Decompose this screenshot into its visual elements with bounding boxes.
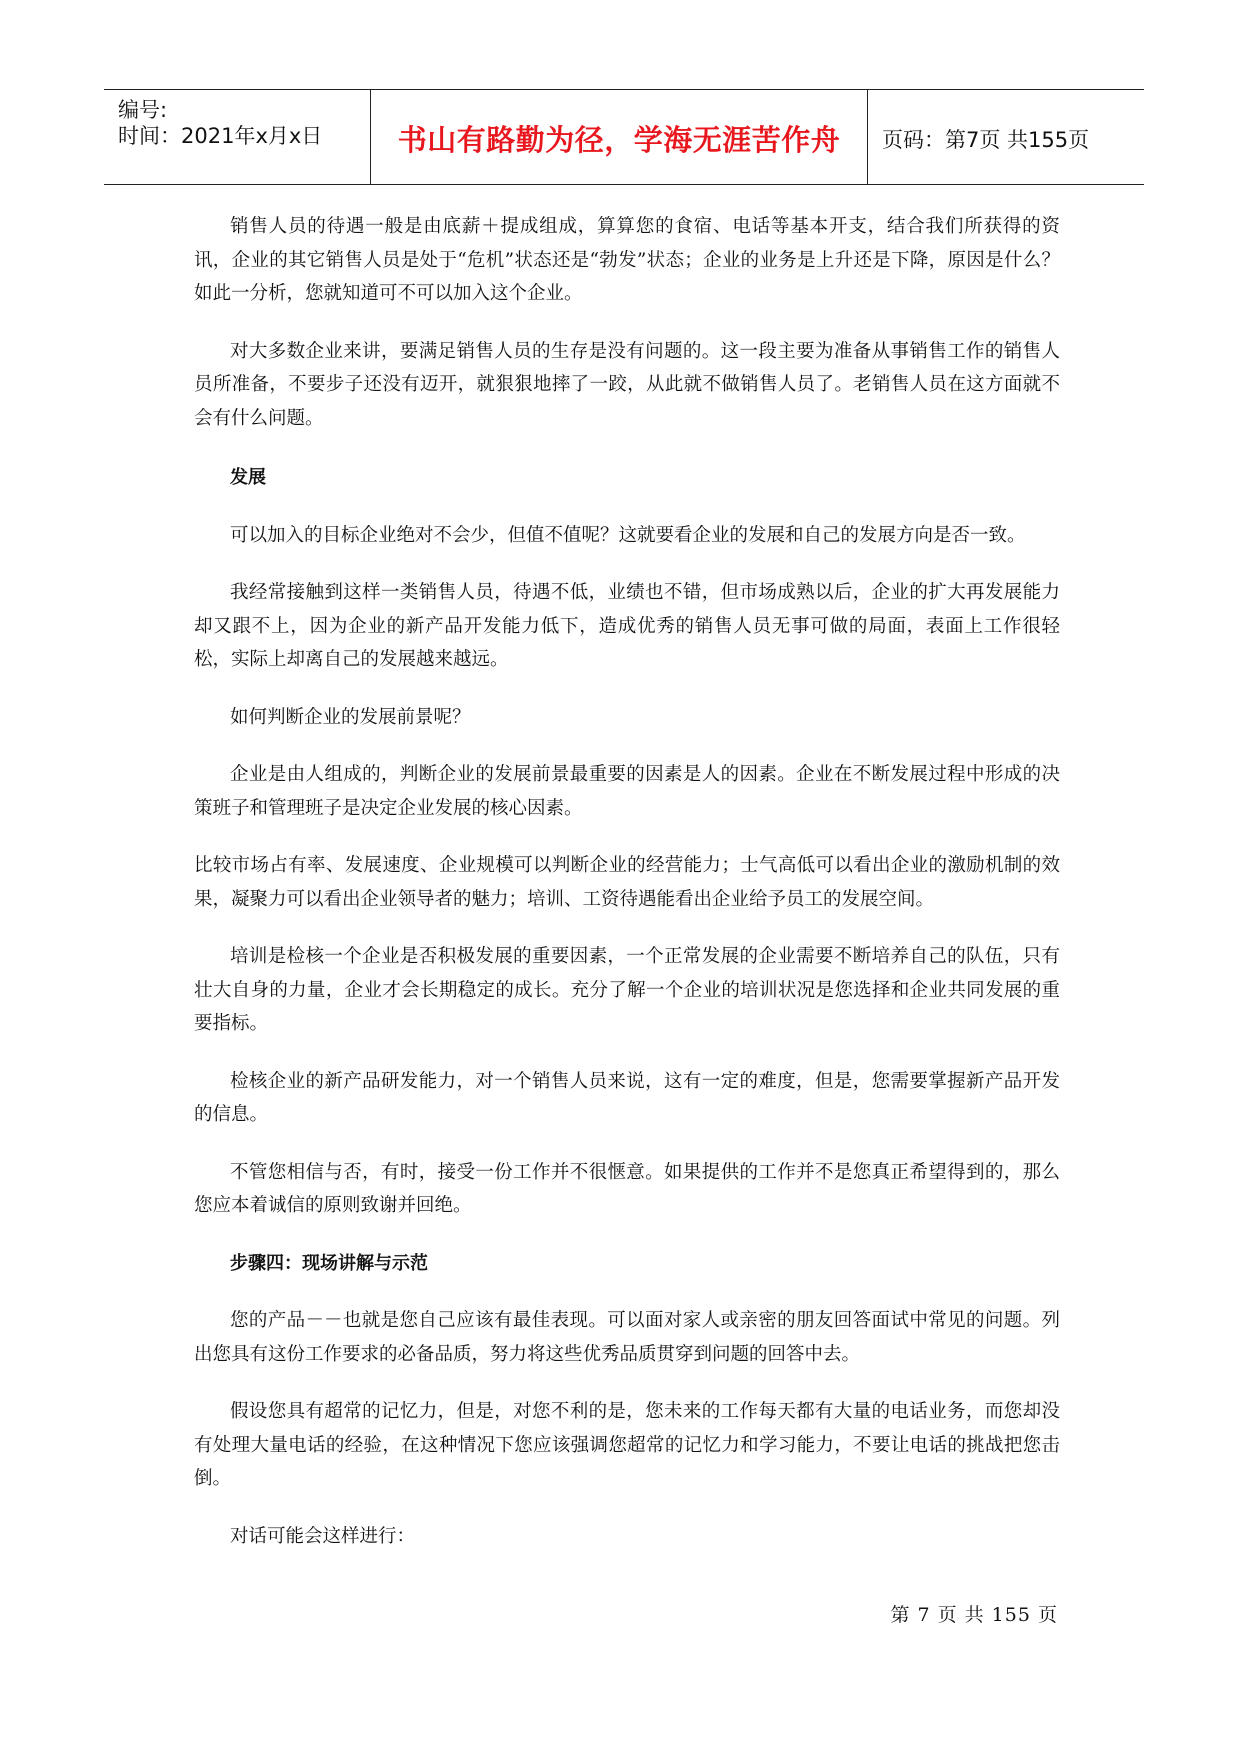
paragraph: 我经常接触到这样一类销售人员，待遇不低，业绩也不错，但市场成熟以后，企业的扩大再发展能力却又跟不上，因为企业的新产品开发能力低下，造成优秀的销售人员无事可做的局面，表面上工作很轻松，实际上却离自己的发展越来越远。: [194, 582, 1060, 670]
header-motto: 书山有路勤为径，学海无涯苦作舟: [397, 123, 841, 157]
header-motto-cell: [370, 90, 868, 184]
header-page-label: 页码：第7页 共155页: [882, 128, 1090, 152]
paragraph: 培训是检核一个企业是否积极发展的重要因素，一个正常发展的企业需要不断培养自己的队伍，只有壮大自身的力量，企业才会长期稳定的成长。充分了解一个企业的培训状况是您选择和企业共同发展的重要指标。: [194, 946, 1060, 1034]
page-footer: 第 7 页 共 155 页: [890, 1604, 1058, 1626]
paragraph: 您的产品－－也就是您自己应该有最佳表现。可以面对家人或亲密的朋友回答面试中常见的问题。列出您具有这份工作要求的必备品质，努力将这些优秀品质贯穿到问题的回答中去。: [194, 1310, 1060, 1365]
paragraph: 对话可能会这样进行：: [230, 1525, 416, 1547]
paragraph: 假设您具有超常的记忆力，但是，对您不利的是，您未来的工作每天都有大量的电话业务，而您却没有处理大量电话的经验，在这种情况下您应该强调您超常的记忆力和学习能力，不要让电话的挑战把您击倒。: [194, 1401, 1060, 1489]
paragraph: 对大多数企业来讲，要满足销售人员的生存是没有问题的。这一段主要为准备从事销售工作的销售人员所准备，不要步子还没有迈开，就狠狠地摔了一跤，从此就不做销售人员了。老销售人员在这方面就不会有什么问题。: [194, 340, 1060, 429]
paragraph: 检核企业的新产品研发能力，对一个销售人员来说，这有一定的难度，但是，您需要掌握新产品开发的信息。: [194, 1070, 1060, 1125]
paragraph: 销售人员的待遇一般是由底薪＋提成组成，算算您的食宿、电话等基本开支，结合我们所获得的资讯，企业的其它销售人员是处于“危机”状态还是“勃发”状态；企业的业务是上升还是下降，原因是什么？如此一分析，您就知道可不可以加入这个企业。: [194, 216, 1060, 304]
paragraph: 如何判断企业的发展前景呢？: [230, 706, 471, 728]
header-right-cell: [868, 90, 1144, 184]
section-heading: 发展: [230, 467, 266, 488]
paragraph: 企业是由人组成的，判断企业的发展前景最重要的因素是人的因素。企业在不断发展过程中形成的决策班子和管理班子是决定企业发展的核心因素。: [194, 764, 1060, 819]
paragraph: 可以加入的目标企业绝对不会少，但值不值呢？这就要看企业的发展和自己的发展方向是否一致。: [230, 524, 1026, 546]
paragraph: 比较市场占有率、发展速度、企业规模可以判断企业的经营能力；士气高低可以看出企业的激励机制的效果，凝聚力可以看出企业领导者的魅力；培训、工资待遇能看出企业给予员工的发展空间。: [194, 855, 1060, 910]
paragraph: 不管您相信与否，有时，接受一份工作并不很惬意。如果提供的工作并不是您真正希望得到的，那么您应本着诚信的原则致谢并回绝。: [194, 1161, 1060, 1216]
document-body: [194, 210, 1060, 1553]
document-time-label: 时间：2021年x月x日: [118, 124, 323, 148]
document-number-label: 编号:: [118, 98, 168, 122]
section-heading: 步骤四：现场讲解与示范: [230, 1252, 428, 1274]
header-left-cell: [104, 90, 370, 184]
page-header: [104, 89, 1144, 185]
